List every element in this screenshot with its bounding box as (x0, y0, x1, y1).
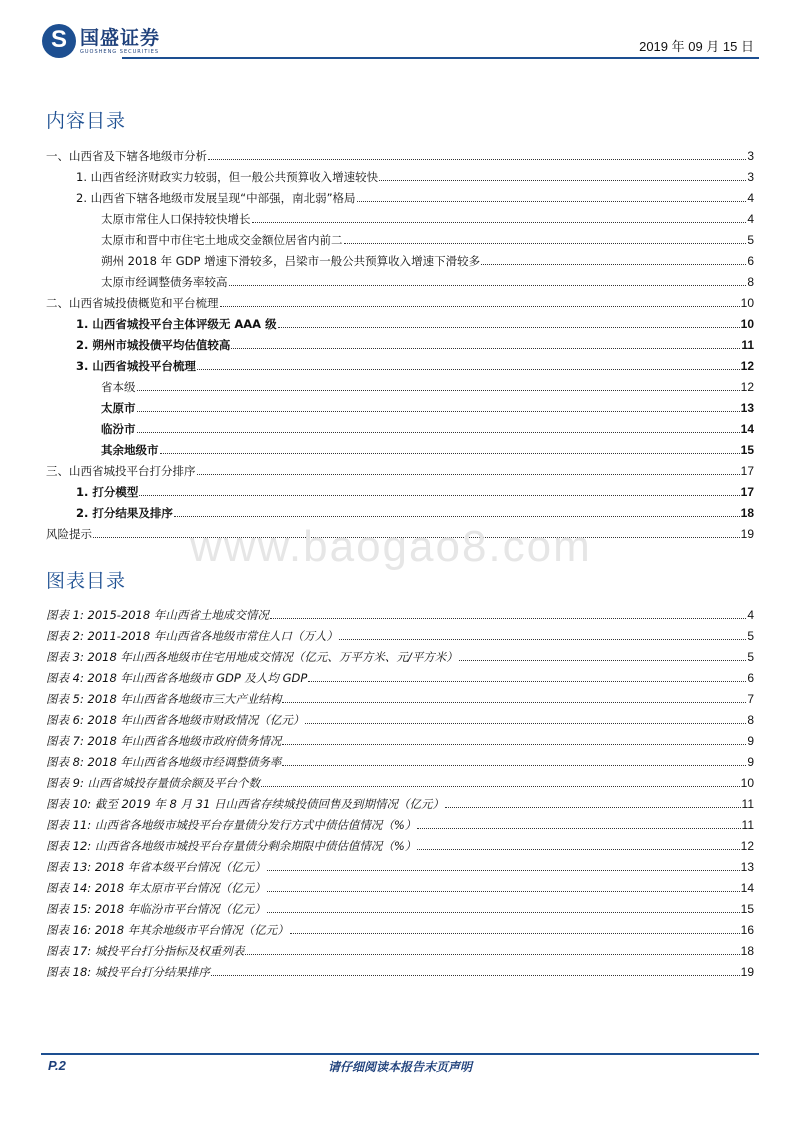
dot-leader (267, 870, 740, 871)
entry-page: 8 (747, 713, 754, 727)
entry-page: 10 (740, 776, 754, 790)
dot-leader (379, 180, 746, 181)
entry-label[interactable]: 其余地级市 (101, 443, 159, 457)
entry-label[interactable]: 三、山西省城投平台打分排序 (46, 464, 196, 478)
figure-entry[interactable] (46, 811, 754, 832)
entry-page: 11 (741, 818, 754, 832)
entry-label[interactable]: 太原市 (101, 401, 136, 415)
logo-en-text: GUOSHENG SECURITIES (80, 49, 160, 55)
figure-entry[interactable] (46, 727, 754, 748)
entry-page: 11 (741, 797, 754, 811)
toc-entry[interactable] (46, 373, 754, 394)
entry-label[interactable]: 图表 9: 山西省城投存量债余额及平台个数 (46, 776, 261, 790)
entry-page: 3 (747, 170, 754, 184)
entry-label[interactable]: 临汾市 (101, 422, 136, 436)
dot-leader (229, 285, 747, 286)
entry-page: 15 (740, 443, 754, 457)
dot-leader (267, 912, 740, 913)
toc-entry[interactable] (46, 289, 754, 310)
toc-entry[interactable] (46, 310, 754, 331)
entry-label[interactable]: 图表 15: 2018 年临汾市平台情况（亿元） (46, 902, 266, 916)
logo-cn-text: 国盛证券 (80, 27, 161, 49)
entry-label[interactable]: 图表 13: 2018 年省本级平台情况（亿元） (46, 860, 266, 874)
figure-entry[interactable] (46, 664, 754, 685)
entry-page: 18 (740, 506, 754, 520)
dot-leader (305, 723, 746, 724)
entry-page: 14 (740, 881, 754, 895)
dot-leader (160, 453, 740, 454)
dot-leader (137, 390, 740, 391)
dot-leader (339, 639, 746, 640)
header-divider (122, 57, 759, 59)
dot-leader (267, 891, 740, 892)
entry-page: 17 (740, 485, 754, 499)
dot-leader (290, 933, 740, 934)
entry-page: 15 (740, 902, 754, 916)
entry-label[interactable]: 图表 7: 2018 年山西省各地级市政府债务情况 (46, 734, 282, 748)
entry-label[interactable]: 2. 山西省下辖各地级市发展呈现“中部强，南北弱”格局 (76, 191, 356, 205)
footer-divider (41, 1053, 759, 1055)
entry-label[interactable]: 图表 14: 2018 年太原市平台情况（亿元） (46, 881, 266, 895)
entry-label[interactable]: 朔州 2018 年 GDP 增速下滑较多，吕梁市一般公共预算收入增速下滑较多 (101, 254, 481, 268)
figure-entry[interactable] (46, 790, 754, 811)
entry-page: 3 (747, 149, 754, 163)
entry-page: 19 (740, 965, 754, 979)
entry-page: 4 (747, 212, 754, 226)
entry-page: 7 (747, 692, 754, 706)
toc-entry[interactable] (46, 184, 754, 205)
toc-entry[interactable] (46, 163, 754, 184)
company-logo (42, 24, 160, 58)
entry-page: 8 (747, 275, 754, 289)
dot-leader (357, 201, 747, 202)
entry-page: 6 (747, 671, 754, 685)
dot-leader (282, 702, 746, 703)
figure-entry[interactable] (46, 958, 754, 979)
entry-page: 12 (740, 359, 754, 373)
figure-entry[interactable] (46, 874, 754, 895)
dot-leader (270, 618, 746, 619)
figure-entry[interactable] (46, 895, 754, 916)
entry-label[interactable]: 图表 11: 山西省各地级市城投平台存量债分发行方式中债估值情况（%） (46, 818, 417, 832)
entry-label[interactable]: 一、山西省及下辖各地级市分析 (46, 149, 207, 163)
entry-label[interactable]: 3. 山西省城投平台梳理 (76, 359, 196, 373)
entry-label[interactable]: 省本级 (101, 380, 136, 394)
entry-page: 5 (747, 650, 754, 664)
figure-entry[interactable] (46, 832, 754, 853)
entry-page: 11 (741, 338, 754, 352)
toc-entry[interactable] (46, 247, 754, 268)
entry-page: 10 (740, 296, 754, 310)
dot-leader (174, 516, 740, 517)
figure-entry[interactable] (46, 937, 754, 958)
entry-label[interactable]: 1. 山西省经济财政实力较弱，但一般公共预算收入增速较快 (76, 170, 379, 184)
entry-page: 13 (740, 401, 754, 415)
figures-title: 图表目录 (46, 570, 127, 592)
entry-page: 12 (740, 839, 754, 853)
entry-label[interactable]: 太原市经调整债务率较高 (101, 275, 228, 289)
toc-entry[interactable] (46, 457, 754, 478)
page-number: P.2 (48, 1058, 66, 1073)
dot-leader (308, 681, 746, 682)
figures-list (46, 601, 754, 979)
footer-disclaimer: 请仔细阅读本报告末页声明 (327, 1060, 472, 1074)
toc-entry[interactable] (46, 331, 754, 352)
figure-entry[interactable] (46, 685, 754, 706)
dot-leader (344, 243, 747, 244)
figure-entry[interactable] (46, 853, 754, 874)
entry-label[interactable]: 太原市和晋中市住宅土地成交金额位居省内前二 (101, 233, 343, 247)
dot-leader (481, 264, 746, 265)
entry-label[interactable]: 图表 12: 山西省各地级市城投平台存量债分剩余期限中债估值情况（%） (46, 839, 417, 853)
dot-leader (459, 660, 747, 661)
entry-page: 4 (747, 191, 754, 205)
toc-entry[interactable] (46, 499, 754, 520)
figure-entry[interactable] (46, 601, 754, 622)
figure-entry[interactable] (46, 916, 754, 937)
toc-list (46, 142, 754, 541)
entry-label[interactable]: 图表 1: 2015-2018 年山西省土地成交情况 (46, 608, 269, 622)
toc-entry[interactable] (46, 394, 754, 415)
dot-leader (220, 306, 740, 307)
dot-leader (208, 159, 746, 160)
dot-leader (261, 786, 740, 787)
entry-label[interactable]: 图表 2: 2011-2018 年山西省各地级市常住人口（万人） (46, 629, 338, 643)
entry-label[interactable]: 图表 8: 2018 年山西省各地级市经调整债务率 (46, 755, 282, 769)
entry-page: 12 (740, 380, 754, 394)
entry-label[interactable]: 图表 5: 2018 年山西省各地级市三大产业结构 (46, 692, 282, 706)
dot-leader (197, 474, 740, 475)
toc-entry[interactable] (46, 268, 754, 289)
entry-label[interactable]: 图表 10: 截至 2019 年 8 月 31 日山西省存续城投债回售及到期情况（亿元） (46, 797, 444, 811)
dot-leader (282, 744, 746, 745)
dot-leader (197, 369, 740, 370)
entry-page: 17 (740, 464, 754, 478)
toc-entry[interactable] (46, 205, 754, 226)
entry-page: 5 (747, 629, 754, 643)
watermark: www.baogao8.com (190, 522, 592, 571)
entry-page: 16 (740, 923, 754, 937)
entry-page: 9 (747, 734, 754, 748)
entry-page: 13 (740, 860, 754, 874)
entry-page: 19 (740, 527, 754, 541)
dot-leader (445, 807, 741, 808)
dot-leader (245, 954, 739, 955)
entry-label[interactable]: 图表 3: 2018 年山西各地级市住宅用地成交情况（亿元、万平方米、元/平方米） (46, 650, 458, 664)
toc-entry[interactable] (46, 352, 754, 373)
figure-entry[interactable] (46, 769, 754, 790)
entry-label[interactable]: 图表 4: 2018 年山西省各地级市 GDP 及人均 GDP (46, 671, 308, 685)
entry-label[interactable]: 二、山西省城投债概览和平台梳理 (46, 296, 219, 310)
dot-leader (417, 849, 739, 850)
entry-label[interactable]: 图表 16: 2018 年其余地级市平台情况（亿元） (46, 923, 289, 937)
dot-leader (417, 828, 740, 829)
toc-entry[interactable] (46, 478, 754, 499)
entry-page: 10 (740, 317, 754, 331)
dot-leader (231, 348, 740, 349)
figure-entry[interactable] (46, 748, 754, 769)
figure-entry[interactable] (46, 643, 754, 664)
dot-leader (252, 222, 747, 223)
entry-label[interactable]: 2. 打分结果及排序 (76, 506, 173, 520)
report-date: 2019 年 09 月 15 日 (639, 39, 754, 54)
dot-leader (211, 975, 740, 976)
toc-entry[interactable] (46, 415, 754, 436)
dot-leader (278, 327, 740, 328)
toc-entry[interactable] (46, 226, 754, 247)
dot-leader (137, 411, 740, 412)
entry-label[interactable]: 图表 17: 城投平台打分指标及权重列表 (46, 944, 245, 958)
entry-page: 14 (740, 422, 754, 436)
entry-page: 4 (747, 608, 754, 622)
entry-label[interactable]: 2. 朔州市城投债平均估值较高 (76, 338, 231, 352)
entry-label[interactable]: 图表 18: 城投平台打分结果排序 (46, 965, 210, 979)
entry-page: 6 (747, 254, 754, 268)
toc-title: 内容目录 (46, 110, 127, 132)
dot-leader (282, 765, 746, 766)
dot-leader (137, 432, 740, 433)
figure-entry[interactable] (46, 706, 754, 727)
entry-page: 9 (747, 755, 754, 769)
entry-page: 18 (740, 944, 754, 958)
entry-label[interactable]: 1. 打分模型 (76, 485, 139, 499)
figure-entry[interactable] (46, 622, 754, 643)
logo-icon (42, 24, 76, 58)
entry-label[interactable]: 太原市常住人口保持较快增长 (101, 212, 251, 226)
entry-label[interactable]: 图表 6: 2018 年山西省各地级市财政情况（亿元） (46, 713, 305, 727)
entry-label[interactable]: 1. 山西省城投平台主体评级无 AAA 级 (76, 317, 277, 331)
entry-page: 5 (747, 233, 754, 247)
toc-entry[interactable] (46, 142, 754, 163)
toc-entry[interactable] (46, 436, 754, 457)
entry-label[interactable]: 风险提示 (46, 527, 92, 541)
dot-leader (139, 495, 739, 496)
